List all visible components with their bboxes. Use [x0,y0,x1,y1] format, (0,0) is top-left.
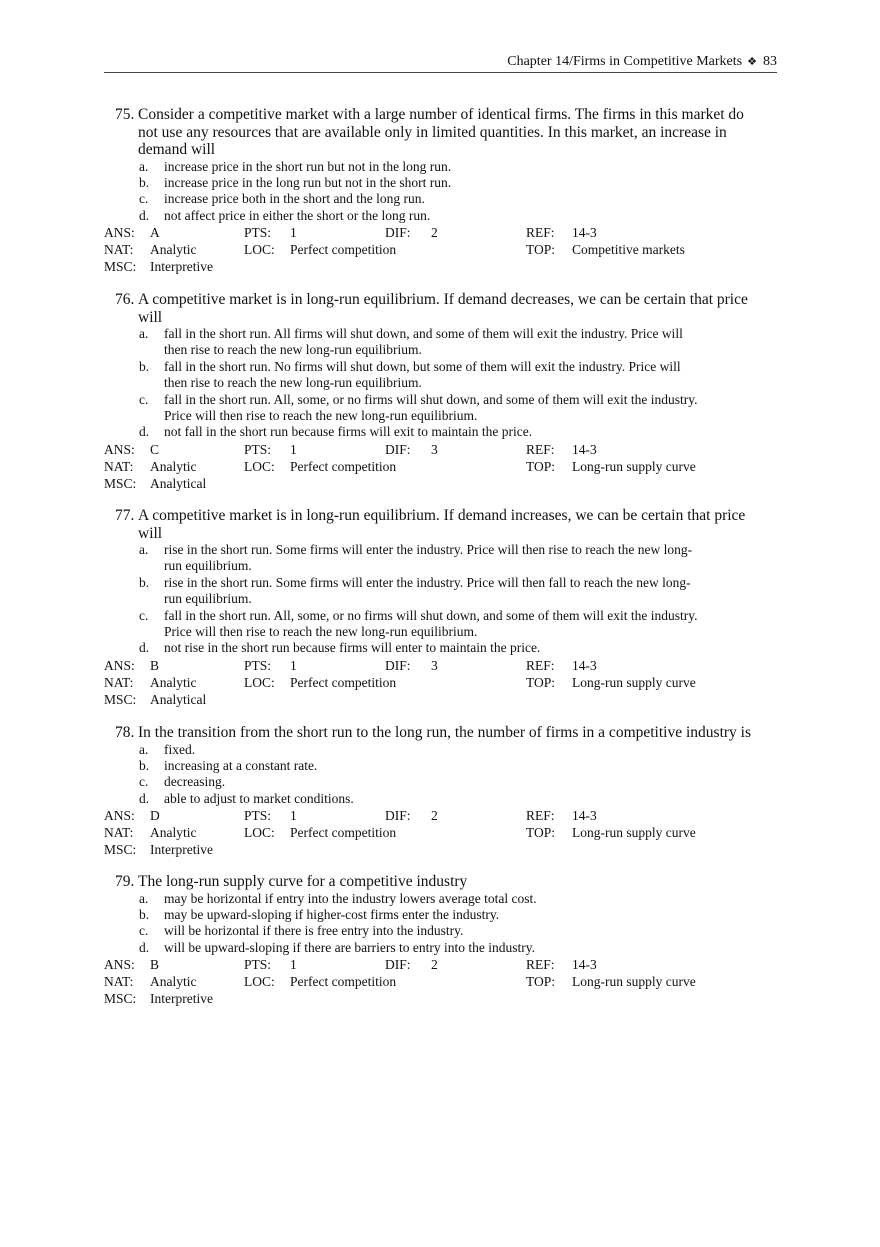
option-text-line: fall in the short run. All, some, or no firms will shut down, and some of them will exit the industry. [164,607,698,623]
option-text-line: increase price in the long run but not in the short run. [164,174,452,190]
meta-label-pts: PTS: [244,808,272,824]
answer-metadata-row [104,441,784,458]
question-stem-line: A competitive market is in long-run equilibrium. If demand increases, we can be certain that price [138,507,746,524]
question-stem [104,873,784,891]
meta-label-msc: MSC: [104,691,137,707]
chapter-title: Chapter 14/Firms in Competitive Markets [507,54,743,69]
option-text-line: run equilibrium. [164,591,252,607]
answer-option [104,424,784,440]
answer-metadata-row [104,990,784,1007]
answer-option [104,940,784,956]
answer-option [104,907,784,923]
meta-value-loc: Perfect competition [290,974,397,990]
meta-label-msc: MSC: [104,475,137,491]
meta-label-ref: REF: [526,657,555,673]
option-text-line: fixed. [164,741,196,757]
question-stem-line: The long-run supply curve for a competitive industry [138,873,468,890]
meta-value-ans: B [150,957,160,973]
meta-value-nat: Analytic [150,458,197,474]
answer-metadata-row [104,258,784,275]
answer-metadata-row [104,956,784,973]
meta-value-nat: Analytic [150,825,197,841]
meta-label-loc: LOC: [244,458,275,474]
option-text-line: fall in the short run. All firms will shut down, and some of them will exit the industry. Price will [164,326,683,341]
meta-label-dif: DIF: [385,657,411,673]
meta-label-ref: REF: [526,957,555,973]
option-letter: a. [139,542,149,557]
answer-metadata-row [104,458,784,475]
meta-label-msc: MSC: [104,991,137,1007]
meta-value-ref: 14-3 [572,657,597,673]
answer-metadata-row [104,657,784,674]
option-letter: c. [139,191,149,207]
option-text-line: may be upward-sloping if higher-cost firms enter the industry. [164,906,500,922]
question-block [104,106,784,275]
question-stem-line: Consider a competitive market with a large number of identical firms. The firms in this market do [138,106,744,123]
answer-option [104,326,784,359]
meta-value-dif: 2 [431,225,438,241]
answer-option [104,208,784,224]
answer-option [104,791,784,807]
meta-label-loc: LOC: [244,825,275,841]
option-letter: a. [139,890,149,906]
question-stem-line: demand will [138,141,216,158]
answer-metadata-row [104,241,784,258]
meta-label-ans: ANS: [104,441,135,457]
option-text-line: may be horizontal if entry into the industry lowers average total cost. [164,890,537,906]
option-letter: d. [139,939,150,955]
meta-label-ans: ANS: [104,225,135,241]
meta-value-msc: Interpretive [150,259,213,275]
page-number: 83 [763,54,777,69]
question-stem-line: not use any resources that are available only in limited quantities. In this market, an increase in [138,123,727,141]
answer-option [104,891,784,907]
option-text-line: decreasing. [164,774,226,790]
meta-label-pts: PTS: [244,657,272,673]
meta-value-pts: 1 [290,441,297,457]
question-number: 75. [115,106,135,123]
answer-metadata-row [104,824,784,841]
option-letter: c. [139,923,149,939]
question-number: 77. [115,507,135,524]
meta-value-top: Competitive markets [572,242,685,258]
meta-label-ref: REF: [526,441,555,457]
question-stem-line: will [138,308,163,326]
meta-value-nat: Analytic [150,242,197,258]
meta-value-ref: 14-3 [572,441,597,457]
meta-value-pts: 1 [290,808,297,824]
question-stem [104,291,784,326]
meta-label-ans: ANS: [104,957,135,973]
meta-value-ans: D [150,808,160,824]
meta-label-ref: REF: [526,225,555,241]
meta-label-nat: NAT: [104,242,134,258]
meta-value-pts: 1 [290,957,297,973]
option-letter: d. [139,207,150,223]
answer-option [104,359,784,392]
option-text-line: not affect price in either the short or the long run. [164,207,431,223]
meta-value-msc: Analytical [150,475,207,491]
meta-value-dif: 2 [431,957,438,973]
question-number: 79. [115,873,135,890]
option-letter: c. [139,607,149,623]
meta-value-top: Long-run supply curve [572,825,696,841]
meta-value-nat: Analytic [150,674,197,690]
meta-value-msc: Analytical [150,691,207,707]
meta-label-dif: DIF: [385,441,411,457]
question-number: 78. [115,724,135,741]
option-text-line: Price will then rise to reach the new long-run equilibrium. [164,624,478,640]
meta-value-ans: A [150,225,160,241]
meta-label-top: TOP: [526,458,556,474]
meta-label-msc: MSC: [104,842,137,858]
option-text-line: rise in the short run. Some firms will enter the industry. Price will then rise to reach the new long- [164,542,693,557]
option-letter: b. [139,174,150,190]
meta-value-loc: Perfect competition [290,825,397,841]
meta-label-pts: PTS: [244,441,272,457]
option-letter: b. [139,574,150,590]
meta-label-top: TOP: [526,825,556,841]
option-text-line: increase price both in the short and the long run. [164,191,425,207]
diamond-separator-icon: ❖ [747,55,757,68]
option-text-line: fall in the short run. No firms will shut down, but some of them will exit the industry. Price will [164,358,681,374]
question-stem [104,106,784,159]
option-text-line: increase price in the short run but not in the long run. [164,158,452,174]
meta-label-top: TOP: [526,242,556,258]
answer-metadata-row [104,691,784,708]
option-letter: c. [139,391,149,407]
option-text-line: fall in the short run. All, some, or no firms will shut down, and some of them will exit the industry. [164,391,698,407]
option-letter: a. [139,158,149,174]
option-text-line: will be horizontal if there is free entry into the industry. [164,923,464,939]
option-text-line: not fall in the short run because firms will exit to maintain the price. [164,424,533,440]
question-stem-line: In the transition from the short run to the long run, the number of firms in a competitive industry is [138,724,751,741]
option-text-line: rise in the short run. Some firms will enter the industry. Price will then fall to reach the new long- [164,574,691,590]
answer-option [104,742,784,758]
answer-option [104,542,784,575]
meta-value-ref: 14-3 [572,225,597,241]
answer-option [104,575,784,608]
meta-label-nat: NAT: [104,974,134,990]
answer-option [104,159,784,175]
meta-value-ref: 14-3 [572,808,597,824]
answer-option [104,392,784,425]
page-header [104,52,777,73]
question-stem [104,507,784,542]
meta-value-msc: Interpretive [150,842,213,858]
question-number: 76. [115,291,135,308]
meta-value-loc: Perfect competition [290,458,397,474]
option-text-line: run equilibrium. [164,558,252,574]
meta-value-pts: 1 [290,225,297,241]
answer-metadata-row [104,674,784,691]
meta-value-top: Long-run supply curve [572,458,696,474]
meta-label-dif: DIF: [385,225,411,241]
meta-label-dif: DIF: [385,957,411,973]
meta-label-top: TOP: [526,974,556,990]
meta-value-dif: 3 [431,441,438,457]
meta-label-pts: PTS: [244,225,272,241]
answer-option [104,175,784,191]
meta-label-loc: LOC: [244,674,275,690]
meta-value-top: Long-run supply curve [572,974,696,990]
answer-metadata-row [104,475,784,492]
meta-value-dif: 2 [431,808,438,824]
meta-value-pts: 1 [290,657,297,673]
option-text-line: will be upward-sloping if there are barriers to entry into the industry. [164,939,536,955]
meta-value-ans: B [150,657,160,673]
option-letter: d. [139,424,150,440]
meta-label-ans: ANS: [104,657,135,673]
answer-metadata-row [104,973,784,990]
meta-value-nat: Analytic [150,974,197,990]
meta-value-ans: C [150,441,160,457]
answer-option [104,923,784,939]
option-letter: b. [139,358,150,374]
option-letter: b. [139,757,150,773]
answer-metadata-row [104,841,784,858]
option-letter: b. [139,906,150,922]
question-block [104,507,784,708]
option-text-line: then rise to reach the new long-run equilibrium. [164,375,422,391]
meta-label-loc: LOC: [244,242,275,258]
answer-metadata-row [104,224,784,241]
option-text-line: increasing at a constant rate. [164,757,318,773]
option-letter: d. [139,790,150,806]
option-text-line: Price will then rise to reach the new long-run equilibrium. [164,408,478,424]
answer-option [104,608,784,641]
option-text-line: able to adjust to market conditions. [164,790,354,806]
answer-option [104,774,784,790]
option-letter: a. [139,326,149,341]
option-letter: d. [139,640,150,656]
meta-label-nat: NAT: [104,458,134,474]
option-letter: a. [139,741,149,757]
meta-label-nat: NAT: [104,674,134,690]
question-block [104,291,784,492]
answer-metadata-row [104,807,784,824]
answer-option [104,758,784,774]
question-stem [104,724,784,742]
meta-value-top: Long-run supply curve [572,674,696,690]
meta-value-msc: Interpretive [150,991,213,1007]
option-text-line: then rise to reach the new long-run equilibrium. [164,342,422,358]
meta-value-dif: 3 [431,657,438,673]
meta-label-dif: DIF: [385,808,411,824]
meta-label-loc: LOC: [244,974,275,990]
meta-value-loc: Perfect competition [290,242,397,258]
option-text-line: not rise in the short run because firms will enter to maintain the price. [164,640,541,656]
meta-label-nat: NAT: [104,825,134,841]
meta-label-top: TOP: [526,674,556,690]
meta-label-pts: PTS: [244,957,272,973]
meta-value-loc: Perfect competition [290,674,397,690]
question-block [104,873,784,1007]
question-stem-line: A competitive market is in long-run equilibrium. If demand decreases, we can be certain that price [138,291,748,308]
answer-option [104,191,784,207]
option-letter: c. [139,774,149,790]
question-block [104,724,784,858]
meta-value-ref: 14-3 [572,957,597,973]
answer-option [104,640,784,656]
question-stem-line: will [138,524,163,542]
meta-label-ans: ANS: [104,808,135,824]
meta-label-msc: MSC: [104,259,137,275]
meta-label-ref: REF: [526,808,555,824]
